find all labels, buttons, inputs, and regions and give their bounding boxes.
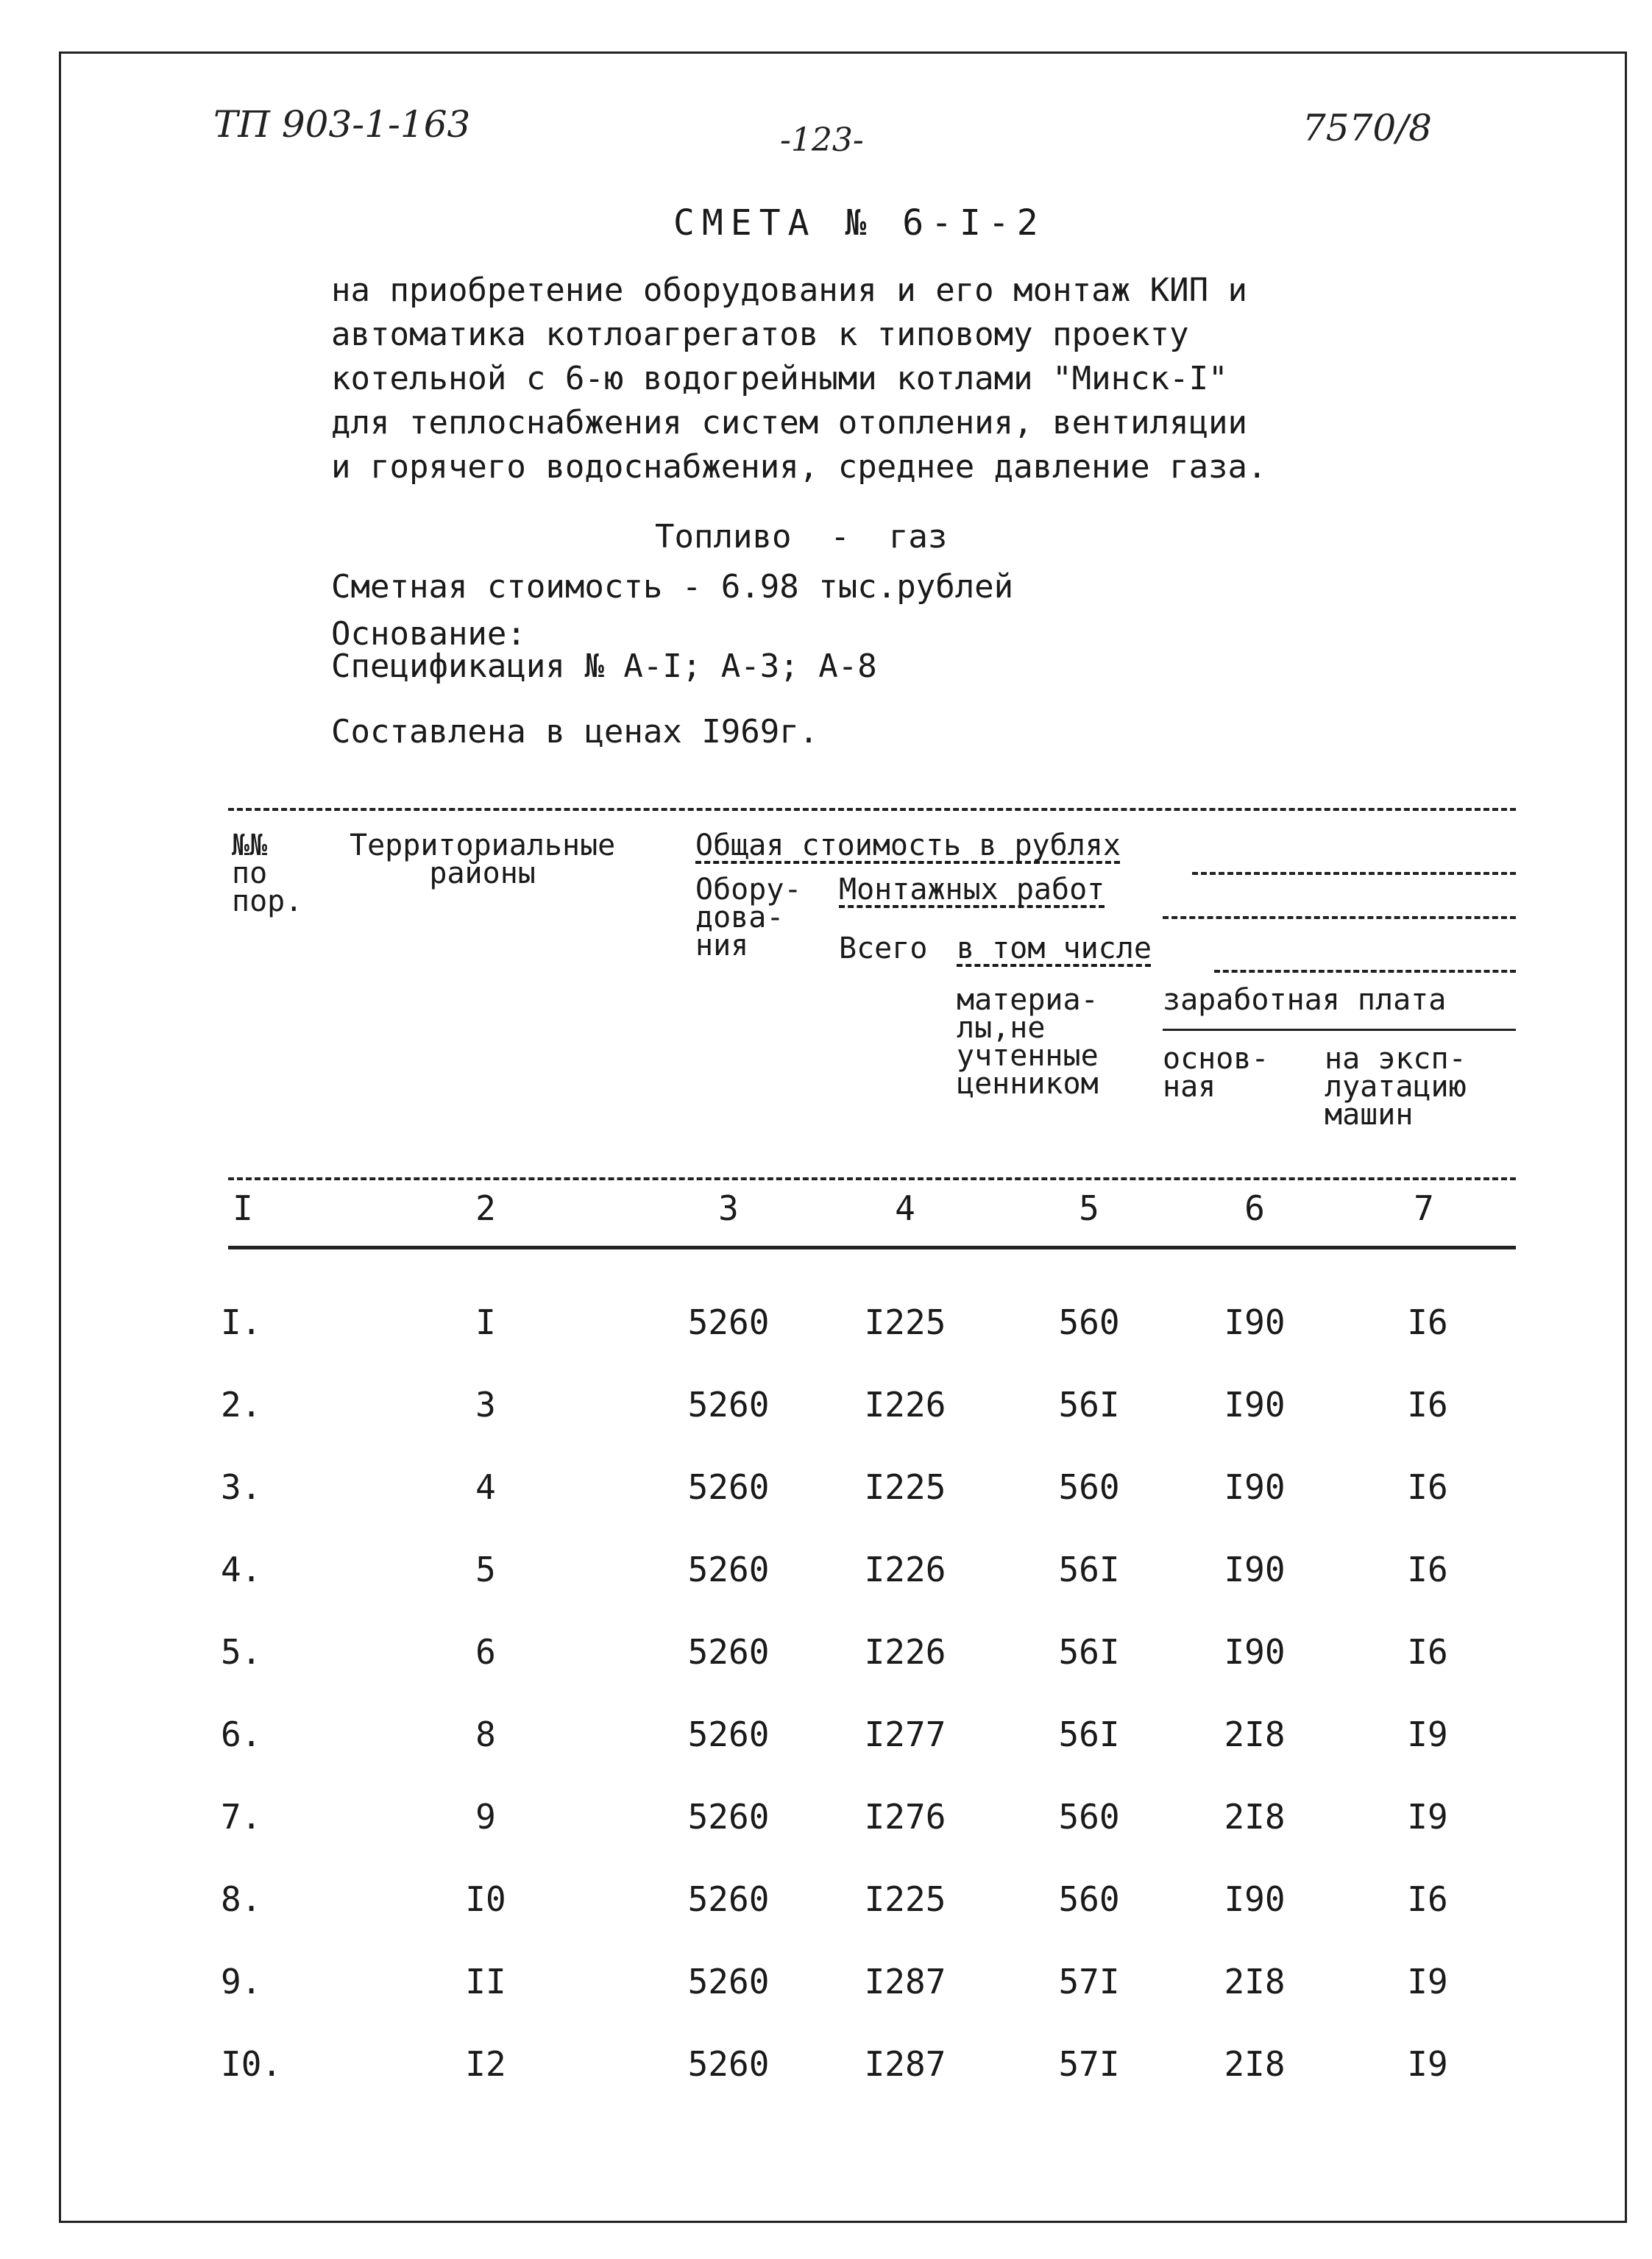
fuel-line: Топливо - газ [655, 518, 948, 556]
column-number: 4 [895, 1188, 915, 1228]
description [331, 269, 1267, 489]
column-number: 2 [475, 1188, 496, 1228]
table-cell: I2 [465, 2044, 506, 2084]
table-cell: I225 [864, 1302, 946, 1342]
header-basic: основ- ная [1163, 1042, 1269, 1104]
table-cell: I225 [864, 1879, 946, 1919]
header-including [957, 932, 1152, 965]
table-cell: I226 [864, 1632, 946, 1672]
description-line: для теплоснабжения систем отопления, вентиляции [331, 404, 1248, 441]
header-equipment: Обору- дова- ния [695, 873, 802, 962]
header-all: Всего [839, 932, 928, 965]
table-cell: 3 [475, 1385, 496, 1425]
header-regions: Территориальные районы [350, 829, 616, 890]
table-cell: 56I [1058, 1714, 1120, 1754]
row-number-cell: 2. [221, 1385, 262, 1425]
table-cell: I6 [1407, 1385, 1448, 1425]
table-cell: 5260 [687, 2044, 770, 2084]
table-cell: I90 [1224, 1550, 1286, 1589]
table-cell: II [465, 1962, 506, 2001]
table-cell: 5260 [687, 1385, 770, 1425]
table-cell: I226 [864, 1550, 946, 1589]
header-installation [839, 873, 1105, 907]
table-cell: 560 [1058, 1467, 1120, 1507]
table-top-rule [228, 808, 1516, 811]
description-line: и горячего водоснабжения, среднее давление газа. [331, 448, 1267, 486]
description-line: котельной с 6-ю водогрейными котлами "Минск-I" [331, 360, 1228, 397]
table-cell: I90 [1224, 1632, 1286, 1672]
header-rule [1163, 916, 1516, 919]
description-line: автоматика котлоагрегатов к типовому проекту [331, 316, 1189, 353]
header-bottom-rule [228, 1177, 1516, 1180]
table-cell: 5260 [687, 1879, 770, 1919]
table-cell: I6 [1407, 1467, 1448, 1507]
header-total-cost [695, 829, 1121, 862]
table-cell: 6 [475, 1632, 496, 1672]
table-cell: 2I8 [1224, 1797, 1286, 1837]
table-cell: I277 [864, 1714, 946, 1754]
header-including-text: в том числе [957, 932, 1152, 965]
table-cell: I6 [1407, 1632, 1448, 1672]
table-cell: I6 [1407, 1879, 1448, 1919]
basis-label: Основание: [331, 615, 526, 653]
table-cell: I9 [1407, 1714, 1448, 1754]
table-cell: 2I8 [1224, 1962, 1286, 2001]
table-cell: I225 [864, 1467, 946, 1507]
row-number-cell: I0. [221, 2044, 283, 2084]
column-number: 5 [1079, 1188, 1099, 1228]
table-cell: I0 [465, 1879, 506, 1919]
table-cell: 2I8 [1224, 1714, 1286, 1754]
table-cell: 5260 [687, 1632, 770, 1672]
table-cell: 8 [475, 1714, 496, 1754]
table-cell: 56I [1058, 1632, 1120, 1672]
header-machines: на эксп- луатацию машин [1325, 1042, 1467, 1132]
table-cell: I6 [1407, 1302, 1448, 1342]
column-number: 6 [1244, 1188, 1265, 1228]
header-rule [1214, 970, 1516, 973]
table-body-rule [228, 1246, 1516, 1249]
table-cell: 560 [1058, 1797, 1120, 1837]
table-cell: I90 [1224, 1879, 1286, 1919]
table-cell: 5260 [687, 1467, 770, 1507]
table-cell: 2I8 [1224, 2044, 1286, 2084]
column-number: I [233, 1188, 253, 1228]
column-number: 3 [718, 1188, 739, 1228]
header-installation-text: Монтажных работ [839, 873, 1105, 907]
table-cell: I9 [1407, 1797, 1448, 1837]
header-materials: материа- лы,не учтенные ценником [957, 983, 1099, 1101]
table-cell: 57I [1058, 2044, 1120, 2084]
wages-underline [1163, 1029, 1516, 1031]
row-number-cell: 6. [221, 1714, 262, 1754]
table-cell: I6 [1407, 1550, 1448, 1589]
row-number-cell: 4. [221, 1550, 262, 1589]
table-cell: 56I [1058, 1385, 1120, 1425]
header-wages: заработная плата [1163, 983, 1447, 1017]
row-number-cell: I. [221, 1302, 262, 1342]
header-row-number: №№ по пор. [232, 829, 303, 918]
table-cell: I90 [1224, 1467, 1286, 1507]
table-cell: I287 [864, 1962, 946, 2001]
row-number-cell: 3. [221, 1467, 262, 1507]
page-number: -123- [780, 121, 864, 159]
column-number: 7 [1414, 1188, 1434, 1228]
table-cell: 560 [1058, 1302, 1120, 1342]
table-cell: 560 [1058, 1879, 1120, 1919]
prices-note: Составлена в ценах I969г. [331, 713, 819, 751]
table-cell: I9 [1407, 1962, 1448, 2001]
table-cell: 4 [475, 1467, 496, 1507]
table-cell: I90 [1224, 1302, 1286, 1342]
sheet-code: 7570/8 [1302, 107, 1432, 149]
table-cell: 5260 [687, 1962, 770, 2001]
document-title: СМЕТА № 6-I-2 [673, 202, 1046, 244]
table-cell: 5 [475, 1550, 496, 1589]
table-cell: 5260 [687, 1797, 770, 1837]
row-number-cell: 9. [221, 1962, 262, 2001]
table-cell: I287 [864, 2044, 946, 2084]
table-cell: I [475, 1302, 496, 1342]
row-number-cell: 8. [221, 1879, 262, 1919]
table-cell: 5260 [687, 1714, 770, 1754]
table-cell: I226 [864, 1385, 946, 1425]
table-cell: 5260 [687, 1302, 770, 1342]
table-cell: 9 [475, 1797, 496, 1837]
header-rule [1192, 872, 1516, 875]
table-cell: 5260 [687, 1550, 770, 1589]
estimated-cost: Сметная стоимость - 6.98 тыс.рублей [331, 568, 1014, 606]
row-number-cell: 7. [221, 1797, 262, 1837]
table-cell: 57I [1058, 1962, 1120, 2001]
basis-value: Спецификация № А-I; А-3; А-8 [331, 648, 877, 685]
row-number-cell: 5. [221, 1632, 262, 1672]
description-line: на приобретение оборудования и его монтаж КИП и [331, 272, 1248, 309]
header-total-cost-text: Общая стоимость в рублях [695, 829, 1121, 862]
table-cell: 56I [1058, 1550, 1120, 1589]
project-code: ТП 903-1-163 [213, 103, 471, 146]
table-cell: I90 [1224, 1385, 1286, 1425]
table-cell: I276 [864, 1797, 946, 1837]
table-cell: I9 [1407, 2044, 1448, 2084]
